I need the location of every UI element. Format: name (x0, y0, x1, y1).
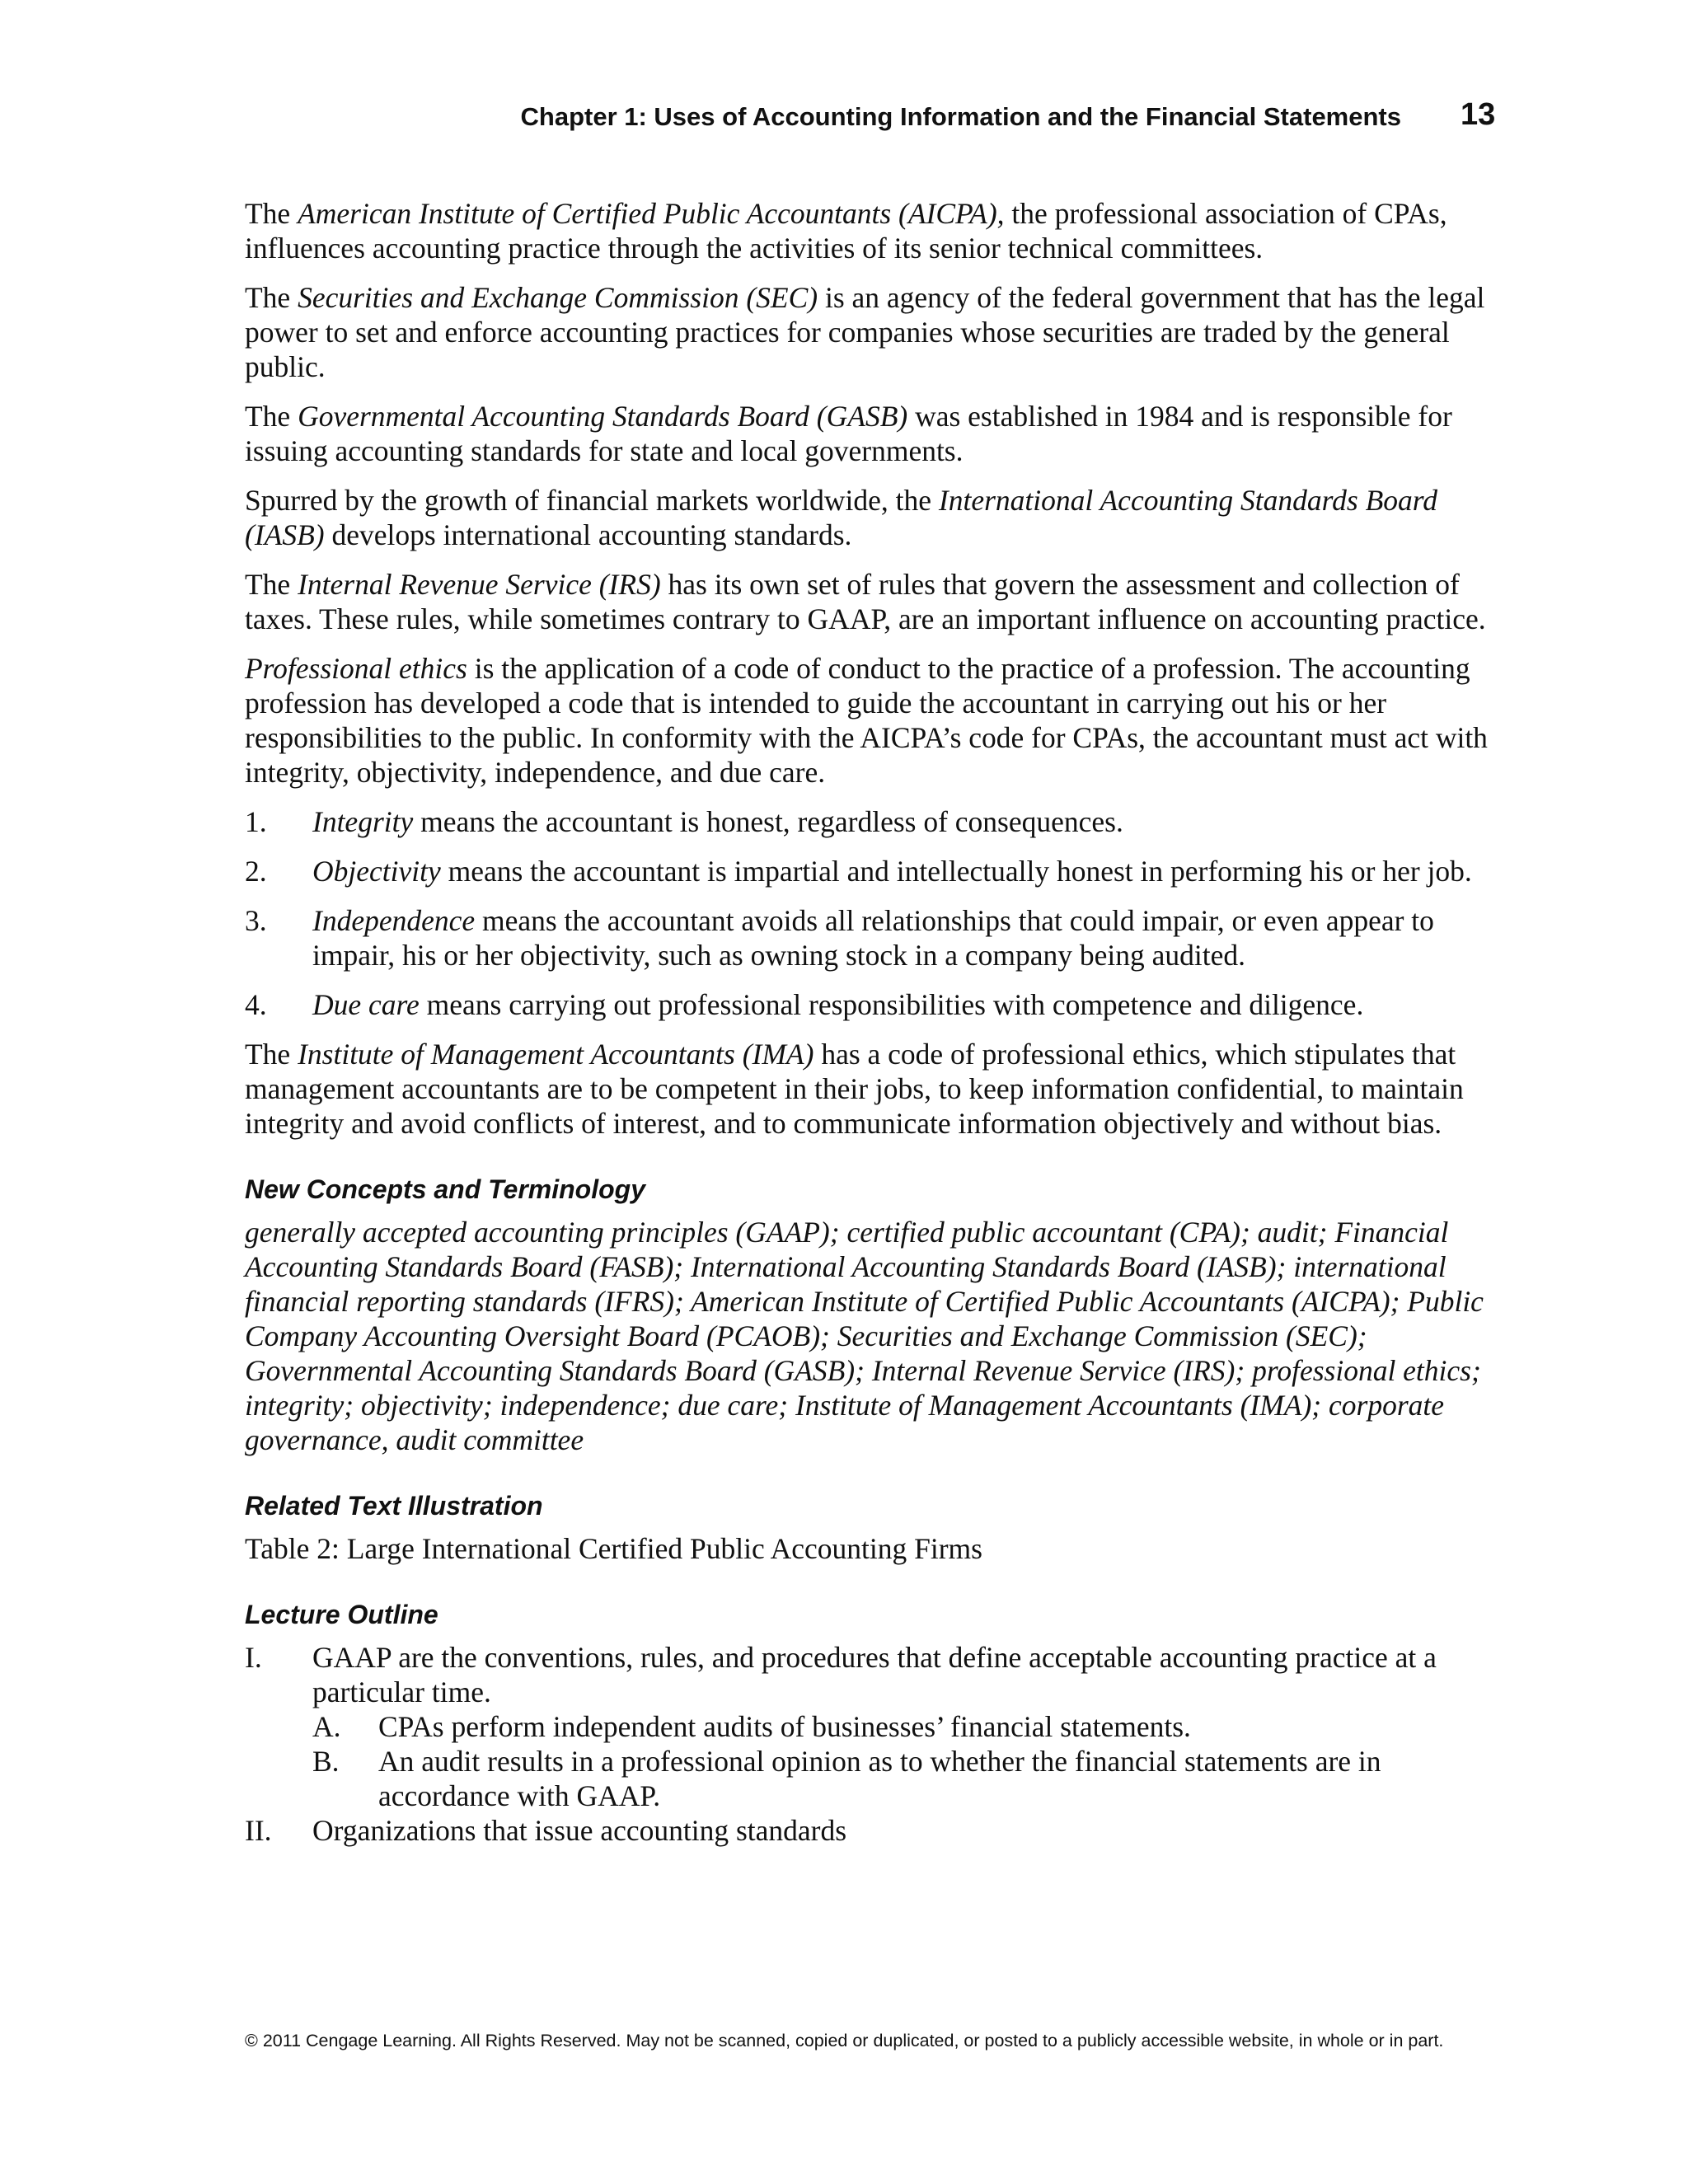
outline-item-text: GAAP are the conventions, rules, and procedures that define acceptable accounting practice at a particular time. (312, 1641, 1437, 1708)
list-item-text: means the accountant avoids all relationships that could impair, or even appear to impair, his or her objectivity, such as owning stock in a company being audited. (312, 904, 1434, 972)
defined-term: Objectivity (312, 855, 441, 888)
defined-term: Governmental Accounting Standards Board (GASB) (298, 400, 908, 433)
list-number: 3. (245, 904, 267, 937)
defined-term: International Accounting Standards Board (IASB) (245, 484, 1438, 551)
paragraph-professional-ethics (245, 651, 1498, 790)
list-item (245, 903, 1498, 972)
paragraph-text: The (245, 400, 298, 433)
outline-marker: I. (245, 1641, 262, 1674)
paragraph-text: develops international accounting standards. (324, 518, 852, 551)
defined-term: Securities and Exchange Commission (SEC) (298, 281, 818, 314)
defined-term: Internal Revenue Service (IRS) (298, 568, 661, 601)
paragraph-text: Spurred by the growth of financial markets worldwide, the (245, 484, 939, 517)
paragraph-text: was established in 1984 and is responsible for issuing accounting standards for state and local governments. (245, 400, 1452, 467)
outline-marker: II. (245, 1814, 272, 1847)
page-number: 13 (1461, 97, 1496, 132)
outline-item (245, 1640, 1498, 1813)
related-illustration-text: Table 2: Large International Certified Public Accounting Firms (245, 1532, 982, 1565)
paragraph-text: The (245, 281, 298, 314)
paragraph-text: The (245, 1038, 298, 1071)
list-item (245, 987, 1498, 1022)
paragraph-iasb (245, 483, 1498, 552)
outline-marker: A. (312, 1710, 341, 1743)
list-item-text: means the accountant is honest, regardless of consequences. (413, 805, 1123, 838)
related-illustration-heading: Related Text Illustration (245, 1491, 543, 1521)
lecture-outline-heading: Lecture Outline (245, 1600, 438, 1629)
defined-term: Professional ethics (245, 652, 467, 685)
list-item-text: means carrying out professional responsibilities with competence and diligence. (419, 988, 1364, 1021)
outline-marker: B. (312, 1745, 340, 1778)
lecture-outline-list (245, 1640, 1498, 1848)
outline-item-text: Organizations that issue accounting standards (312, 1814, 847, 1847)
paragraph-sec (245, 280, 1498, 384)
paragraph-aicpa (245, 196, 1498, 265)
outline-item (245, 1813, 1498, 1848)
list-number: 1. (245, 805, 267, 838)
defined-term: Independence (312, 904, 476, 937)
list-number: 2. (245, 855, 267, 888)
paragraph-gasb (245, 399, 1498, 468)
body-text (245, 196, 1498, 1848)
defined-term: American Institute of Certified Public Accountants (AICPA), (298, 197, 1005, 230)
running-head-title: Chapter 1: Uses of Accounting Information and the Financial Statements (520, 102, 1401, 131)
defined-term: Due care (312, 988, 420, 1021)
copyright-footer: © 2011 Cengage Learning. All Rights Reserved. May not be scanned, copied or duplicated, or posted to a publicly accessible website, in whole or in part. (245, 2031, 1444, 2050)
paragraph-ima (245, 1037, 1498, 1141)
sub-outline-list (312, 1709, 1498, 1813)
paragraph-text: The (245, 197, 298, 230)
outline-item-text: CPAs perform independent audits of businesses’ financial statements. (378, 1710, 1191, 1743)
paragraph-irs (245, 567, 1498, 636)
paragraph-text: the professional association of CPAs, influences accounting practice through the activities of its senior technical committees. (245, 197, 1447, 265)
paragraph-text: has its own set of rules that govern the assessment and collection of taxes. These rules, while sometimes contrary to GAAP, are an important influence on accounting practice. (245, 568, 1486, 635)
paragraph-text: is an agency of the federal government that has the legal power to set and enforce accounting practices for companies whose securities are traded by the general public. (245, 281, 1485, 383)
defined-term: Institute of Management Accountants (IMA) (298, 1038, 814, 1071)
new-concepts-heading: New Concepts and Terminology (245, 1174, 645, 1204)
sub-outline-item (312, 1744, 1498, 1813)
paragraph-text: is the application of a code of conduct to the practice of a profession. The accounting profession has developed a code that is intended to guide the accountant in carrying out his or her responsibilities to the public. In conformity with the AICPA’s code for CPAs, the accountant must act with integrity, objectivity, independence, and due care. (245, 652, 1488, 789)
ethics-numbered-list (245, 804, 1498, 1022)
list-item (245, 854, 1498, 888)
defined-term: Integrity (312, 805, 414, 838)
sub-outline-item (312, 1709, 1498, 1744)
paragraph-text: has a code of professional ethics, which stipulates that management accountants are to be competent in their jobs, to keep information confidential, to maintain integrity and avoid conflicts of interest, and to communicate information objectively and without bias. (245, 1038, 1464, 1140)
new-concepts-terms: generally accepted accounting principles (GAAP); certified public accountant (CPA); audit; Financial Accounting Standards Board (FASB); International Accounting Standards Board (IASB); international financial reporting standards (IFRS); American Institute of Certified Public Accountants (AICPA); Public Company Accounting Oversight Board (PCAOB); Securities and Exchange Commission (SEC); Governmental Accounting Standards Board (GASB); Internal Revenue Service (IRS); professional ethics; integrity; objectivity; independence; due care; Institute of Management Accountants (IMA); corporate governance, audit committee (245, 1216, 1484, 1456)
list-number: 4. (245, 988, 267, 1021)
list-item (245, 804, 1498, 839)
list-item-text: means the accountant is impartial and intellectually honest in performing his or her job. (440, 855, 1472, 888)
outline-item-text: An audit results in a professional opinion as to whether the financial statements are in accordance with GAAP. (378, 1745, 1381, 1812)
paragraph-text: The (245, 568, 298, 601)
